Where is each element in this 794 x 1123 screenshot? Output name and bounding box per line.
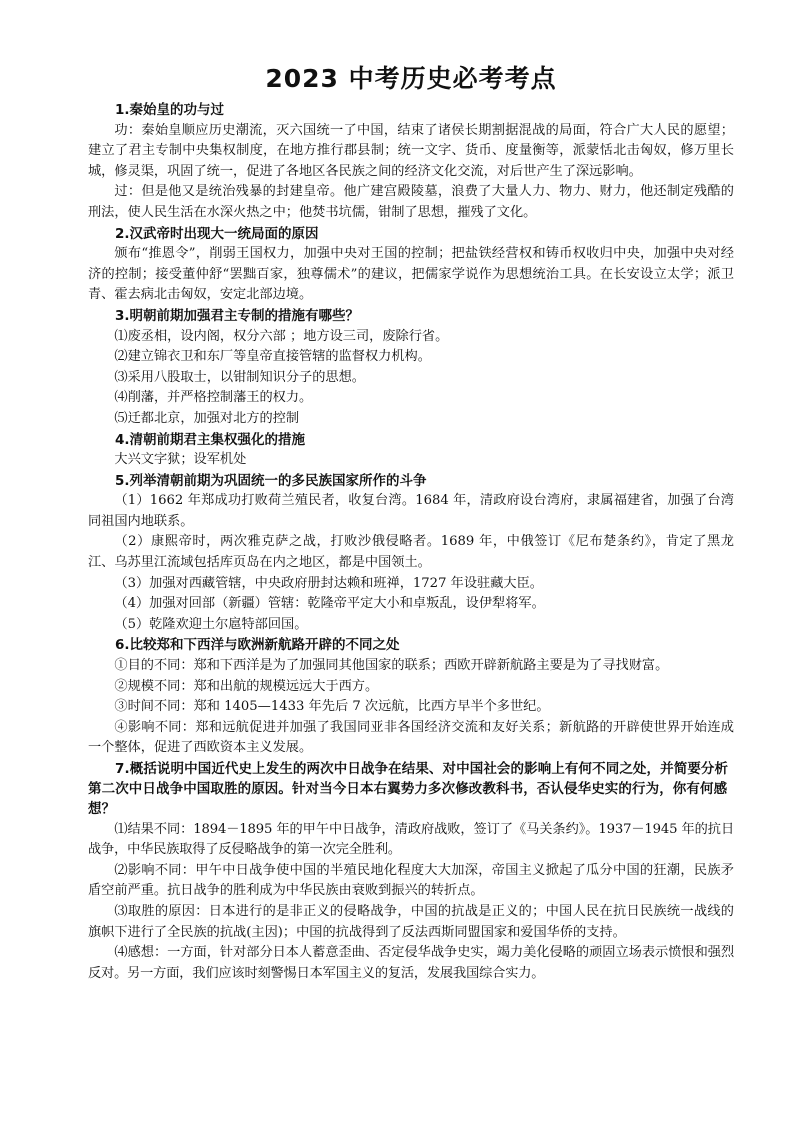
list-item: ⑵建立锦衣卫和东厂等皇帝直接管辖的监督权力机构。 xyxy=(114,349,431,365)
section-heading: 1.秦始皇的功与过 xyxy=(115,102,225,118)
section-7 xyxy=(88,759,734,984)
list-item: （4）加强对回部（新疆）管辖：乾隆帝平定大小和卓叛乱，设伊犁将军。 xyxy=(114,596,545,612)
list-item: （3）加强对西藏管辖，中央政府册封达赖和班禅，1727 年设驻藏大臣。 xyxy=(114,575,543,591)
list-item: （5）乾隆欢迎土尔扈特部回国。 xyxy=(114,616,308,632)
section-heading: 3.明朝前期加强君主专制的措施有哪些？ xyxy=(115,307,360,324)
list-item: ⑶取胜的原因：日本进行的是非正义的侵略战争，中国的抗战是正义的；中国人民在抗日民族统一战线的旗帜下进行了全民族的抗战(主因)；中国的抗战得到了反法西斯同盟国家和爱国华侨的支持。 xyxy=(88,903,734,940)
list-item: ②规模不同：郑和出航的规模远远大于西方。 xyxy=(114,678,379,694)
section-heading: 2.汉武帝时出现大一统局面的原因 xyxy=(115,225,319,242)
section-heading: 7.概括说明中国近代史上发生的两次中日战争在结果、对中国社会的影响上有何不同之处，并简要分析第二次中日战争中国取胜的原因。针对当今日本右翼势力多次修改教科书，否认侵华史实的行为，你有何感想？ xyxy=(88,761,729,818)
section-heading: 4.清朝前期君主集权强化的措施 xyxy=(115,431,306,448)
page-title: 2023 中考历史必考考点 xyxy=(265,64,557,93)
list-item: ⑴结果不同：1894－1895 年的甲午中日战争，清政府战败，签订了《马关条约》。1937－1945 年的抗日战争，中华民族取得了反侵略战争的第一次完全胜利。 xyxy=(88,821,734,858)
section-1 xyxy=(88,100,734,224)
section-3 xyxy=(88,306,734,430)
section-2 xyxy=(88,224,734,306)
section-heading: 5.列举清朝前期为巩固统一的多民族国家所作的斗争 xyxy=(115,472,427,489)
list-item: ⑶采用八股取士，以钳制知识分子的思想。 xyxy=(114,369,365,385)
paragraph: 过：但是他又是统治残暴的封建皇帝。他广建宫殿陵墓，浪费了大量人力、物力、财力，他还制定残酷的刑法，使人民生活在水深火热之中；他焚书坑儒，钳制了思想，摧残了文化。 xyxy=(88,184,734,220)
section-4 xyxy=(88,430,734,471)
list-item: （1）1662 年郑成功打败荷兰殖民者，收复台湾。1684 年，清政府设台湾府，隶属福建省，加强了台湾同祖国内地联系。 xyxy=(88,493,734,529)
list-item: ⑸迁都北京，加强对北方的控制 xyxy=(114,410,300,426)
list-item: ⑴废丞相，设内阁，权分六部 ；地方设三司，废除行省。 xyxy=(114,328,449,344)
section-heading: 6.比较郑和下西洋与欧洲新航路开辟的不同之处 xyxy=(115,637,400,654)
list-item: ①目的不同：郑和下西洋是为了加强同其他国家的联系；西欧开辟新航路主要是为了寻找财富。 xyxy=(114,658,669,674)
list-item: ③时间不同：郑和 1405—1433 年先后 7 次远航，比西方早半个多世纪。 xyxy=(114,699,550,715)
section-6 xyxy=(88,635,734,759)
paragraph: 大兴文字狱；设军机处 xyxy=(114,452,247,468)
paragraph: 功：秦始皇顺应历史潮流，灭六国统一了中国，结束了诸侯长期割据混战的局面，符合广大人民的愿望；建立了君主专制中央集权制度，在地方推行郡县制；统一文字、货币、度量衡等，派蒙恬北击匈奴，修万里长城，修灵渠，巩固了统一，促进了各地区各民族之间的经济文化交流，对后世产生了深远影响。 xyxy=(88,122,734,179)
list-item: ⑷感想：一方面，针对部分日本人蓄意歪曲、否定侵华战争史实，竭力美化侵略的顽固立场表示愤恨和强烈反对。另一方面，我们应该时刻警惕日本军国主义的复活，发展我国综合实力。 xyxy=(88,945,734,981)
section-5 xyxy=(88,471,734,636)
paragraph: 颁布“推恩令”，削弱王国权力，加强中央对王国的控制；把盐铁经营权和铸币权收归中央，加强中央对经济的控制；接受董仲舒“罢黜百家，独尊儒术”的建议，把儒家学说作为思想统治工具。在长安设立太学；派卫青、霍去病北击匈奴，安定北部边境。 xyxy=(88,246,734,303)
list-item: ⑵影响不同：甲午中日战争使中国的半殖民地化程度大大加深，帝国主义掀起了瓜分中国的狂潮，民族矛盾空前严重。抗日战争的胜利成为中华民族由衰败到振兴的转折点。 xyxy=(88,862,734,899)
list-item: ④影响不同：郑和远航促进并加强了我国同亚非各国经济交流和友好关系；新航路的开辟使世界开始连成一个整体，促进了西欧资本主义发展。 xyxy=(88,719,734,756)
list-item: （2）康熙帝时，两次雅克萨之战，打败沙俄侵略者。1689 年，中俄签订《尼布楚条约》，肯定了黑龙江、乌苏里江流域包括库页岛在内之地区，都是中国领土。 xyxy=(88,534,734,571)
list-item: ⑷削藩，并严格控制藩王的权力。 xyxy=(114,390,313,406)
